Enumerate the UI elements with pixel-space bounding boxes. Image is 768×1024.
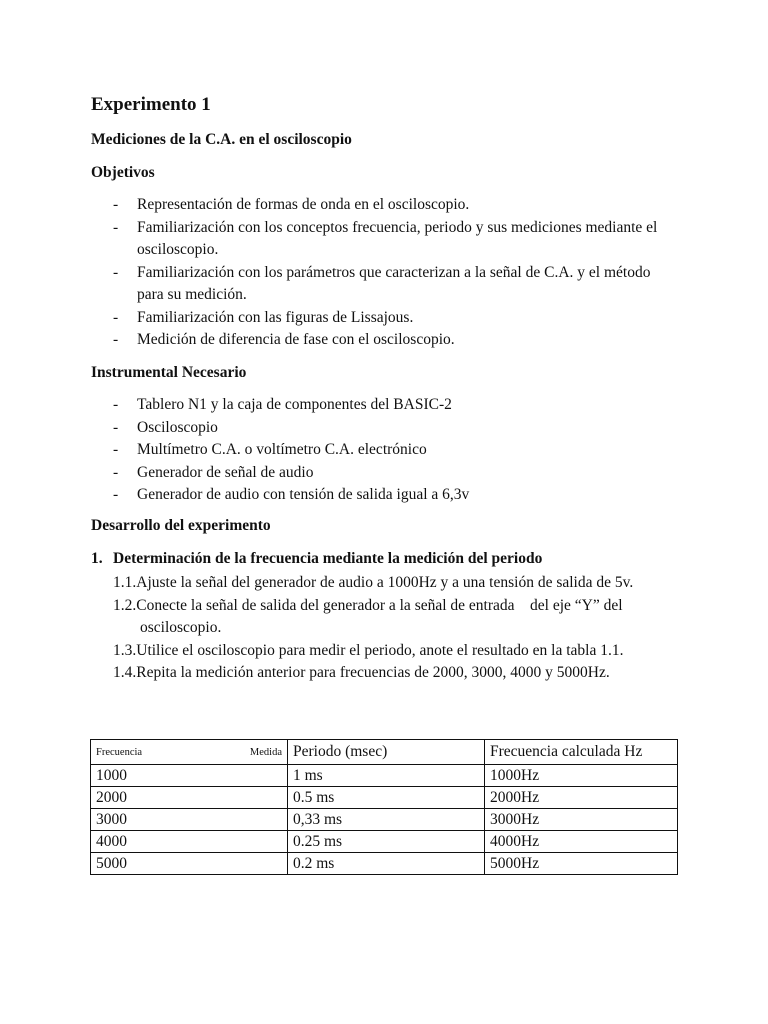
cell-periodo: 0,33 ms <box>288 809 485 831</box>
header-frecuencia-medida <box>91 740 288 765</box>
list-item: - Generador de señal de audio <box>0 462 677 485</box>
cell-frecuencia: 1000 <box>91 765 288 787</box>
step-number: 1.3. <box>113 641 137 659</box>
table-row <box>91 809 678 831</box>
section-title-text: Determinación de la frecuencia mediante la medición del periodo <box>113 550 543 567</box>
results-table <box>90 739 678 875</box>
header-periodo: Periodo (msec) <box>288 740 485 765</box>
cell-calculada: 1000Hz <box>485 765 678 787</box>
list-item: - Tablero N1 y la caja de componentes del BASIC-2 <box>0 394 677 417</box>
step-number: 1.1. <box>113 574 137 591</box>
list-item: - Generador de audio con tensión de salida igual a 6,3v <box>0 484 677 507</box>
list-item: - Familiarización con los conceptos frecuencia, periodo y sus mediciones mediante el osciloscopio. <box>0 217 677 262</box>
header-medida: Medida <box>249 746 282 758</box>
cell-periodo: 0.2 ms <box>288 853 485 875</box>
table-row <box>91 853 678 875</box>
step-item <box>0 662 680 685</box>
steps-list <box>0 572 680 685</box>
step-text: Conecte la señal de salida del generador a la señal de entrada del eje “Y” del osciloscopio. <box>136 596 627 636</box>
list-item: - Representación de formas de onda en el osciloscopio. <box>0 194 677 217</box>
table-row <box>91 831 678 853</box>
cell-calculada: 2000Hz <box>485 787 678 809</box>
section-1-title <box>91 550 542 568</box>
list-item: - Osciloscopio <box>0 417 677 440</box>
step-item <box>0 640 680 663</box>
step-item <box>0 595 680 640</box>
list-item: - Familiarización con las figuras de Lissajous. <box>0 307 677 330</box>
cell-periodo: 0.25 ms <box>288 831 485 853</box>
cell-periodo: 1 ms <box>288 765 485 787</box>
step-number: 1.2. <box>113 596 137 614</box>
section-number: 1. <box>91 550 103 567</box>
cell-frecuencia: 3000 <box>91 809 288 831</box>
table-row <box>91 787 678 809</box>
header-frecuencia: Frecuencia <box>96 746 143 758</box>
instruments-heading: Instrumental Necesario <box>91 364 247 381</box>
objectives-heading: Objetivos <box>91 164 155 181</box>
cell-frecuencia: 2000 <box>91 787 288 809</box>
list-item: - Medición de diferencia de fase con el osciloscopio. <box>0 329 677 352</box>
objectives-list <box>0 194 677 352</box>
header-frecuencia-calculada: Frecuencia calculada Hz <box>485 740 678 765</box>
list-item: - Multímetro C.A. o voltímetro C.A. electrónico <box>0 439 677 462</box>
subtitle: Mediciones de la C.A. en el osciloscopio <box>91 131 352 148</box>
step-item <box>0 572 680 595</box>
cell-calculada: 5000Hz <box>485 853 678 875</box>
step-text: Ajuste la señal del generador de audio a 1000Hz y a una tensión de salida de 5v. <box>136 574 634 591</box>
instruments-list <box>0 394 677 507</box>
step-text: Utilice el osciloscopio para medir el periodo, anote el resultado en la tabla 1.1. <box>136 641 624 659</box>
cell-frecuencia: 5000 <box>91 853 288 875</box>
table-header-row <box>91 740 678 765</box>
cell-calculada: 3000Hz <box>485 809 678 831</box>
table-row <box>91 765 678 787</box>
development-heading: Desarrollo del experimento <box>91 517 271 534</box>
step-number: 1.4. <box>113 664 137 681</box>
document-title: Experimento 1 <box>91 94 211 115</box>
cell-periodo: 0.5 ms <box>288 787 485 809</box>
cell-frecuencia: 4000 <box>91 831 288 853</box>
cell-calculada: 4000Hz <box>485 831 678 853</box>
step-text: Repita la medición anterior para frecuencias de 2000, 3000, 4000 y 5000Hz. <box>136 664 610 681</box>
list-item: - Familiarización con los parámetros que caracterizan a la señal de C.A. y el método para su medición. <box>0 262 677 307</box>
